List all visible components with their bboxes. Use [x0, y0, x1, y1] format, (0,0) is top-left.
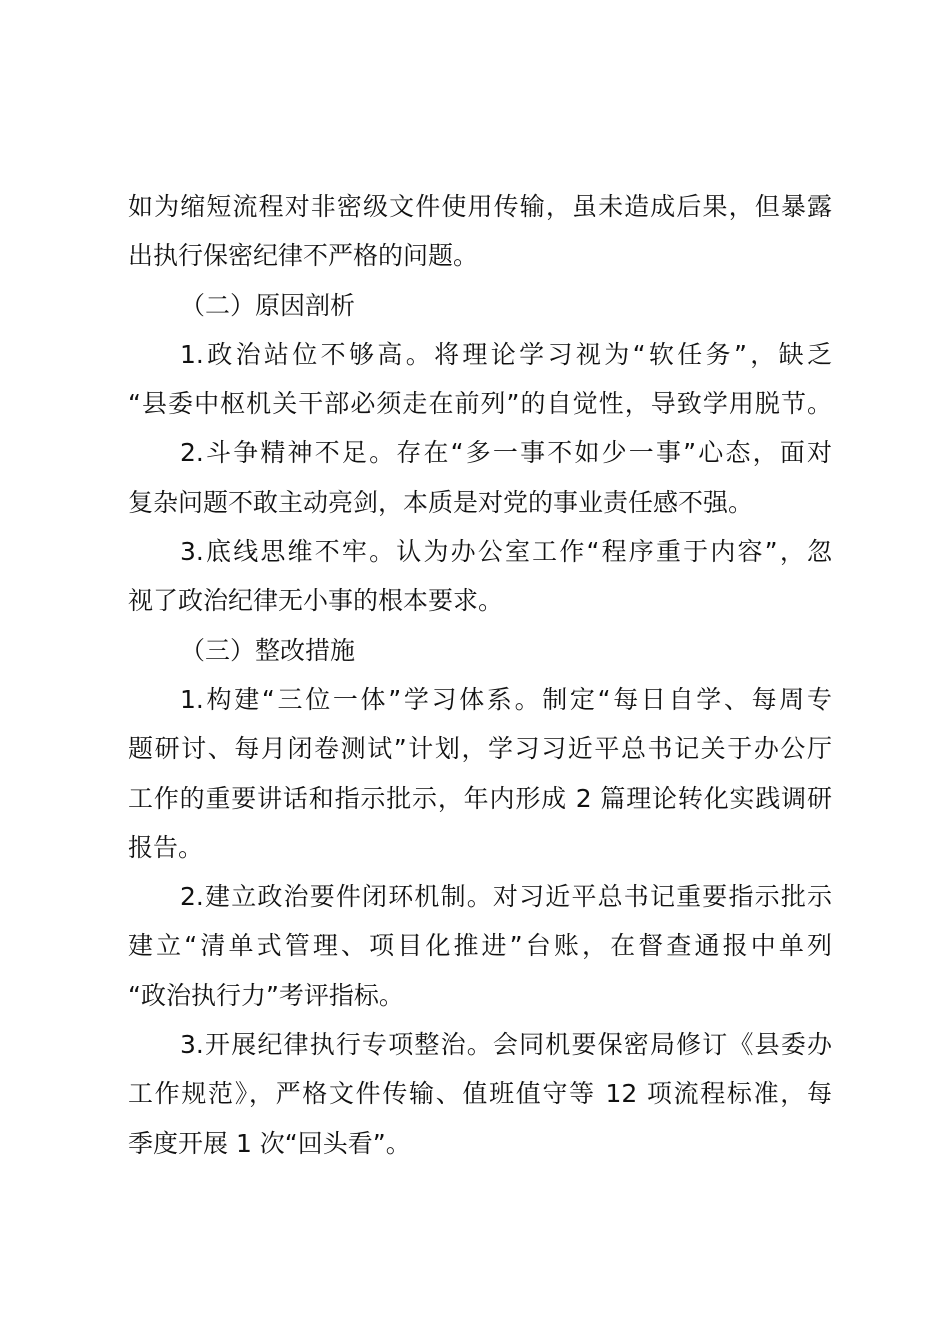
body-text-line: 视了政治纪律无小事的根本要求。	[128, 586, 504, 616]
body-text-line: “县委中枢机关干部必须走在前列”的自觉性，导致学用脱节。	[128, 389, 832, 419]
body-text-line: “政治执行力”考评指标。	[128, 980, 404, 1010]
body-text-line: 报告。	[128, 832, 204, 862]
section-heading: （二）原因剖析	[180, 290, 356, 320]
body-text-line: 题研讨、每月闭卷测试”计划，学习习近平总书记关于办公厅	[128, 734, 832, 764]
body-text-line: 如为缩短流程对非密级文件使用传输，虽未造成后果，但暴露	[128, 192, 832, 221]
body-text-line: 2.斗争精神不足。存在“多一事不如少一事”心态，面对	[180, 438, 832, 468]
body-text-line: 工作的重要讲话和指示批示，年内形成 2 篇理论转化实践调研	[128, 783, 832, 813]
body-text-line: 3.底线思维不牢。认为办公室工作“程序重于内容”，忽	[180, 537, 832, 567]
body-text-line: 2.建立政治要件闭环机制。对习近平总书记重要指示批示	[180, 882, 832, 912]
body-text-line: 工作规范》，严格文件传输、值班值守等 12 项流程标准，每	[128, 1079, 832, 1109]
body-text-line: 1.政治站位不够高。将理论学习视为“软任务”，缺乏	[180, 339, 832, 369]
section-heading: （三）整改措施	[180, 635, 356, 665]
body-text-line: 出执行保密纪律不严格的问题。	[128, 241, 479, 271]
body-text-line: 3.开展纪律执行专项整治。会同机要保密局修订《县委办	[180, 1030, 832, 1060]
body-text-line: 建立“清单式管理、项目化推进”台账，在督查通报中单列	[128, 931, 832, 961]
body-text-line: 1.构建“三位一体”学习体系。制定“每日自学、每周专	[180, 684, 832, 714]
document-body	[128, 182, 832, 1168]
body-text-line: 复杂问题不敢主动亮剑，本质是对党的事业责任感不强。	[128, 487, 754, 517]
body-text-line: 季度开展 1 次“回头看”。	[128, 1128, 411, 1158]
